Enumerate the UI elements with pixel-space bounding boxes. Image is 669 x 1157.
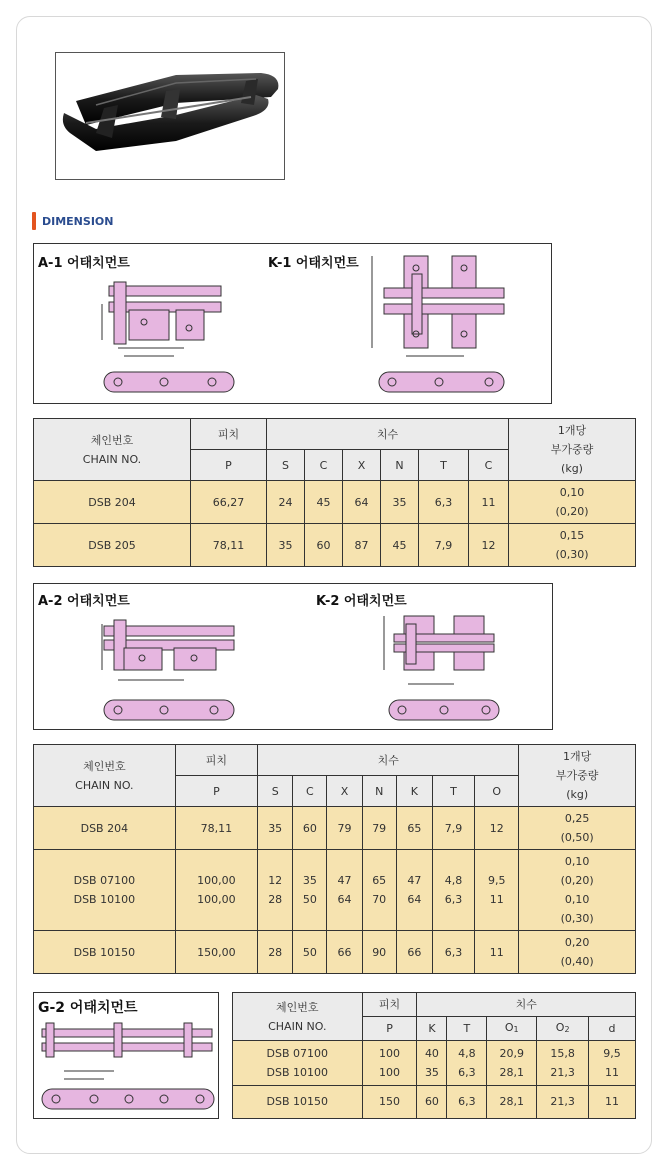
dim-x: 47 [337, 874, 352, 887]
pitch-value: 78,11 [191, 524, 267, 567]
table1-sub-x: X [343, 450, 381, 481]
diagram-label-a1: A-1 어태치먼트 [38, 256, 130, 271]
table2-header-weight3: (kg) [566, 788, 589, 801]
spec-table-3 [232, 992, 636, 1119]
table1-sub-s: S [267, 450, 305, 481]
pitch-value: 100,00 [197, 874, 236, 887]
dim-o1: 20,9 [499, 1047, 524, 1061]
chain-no: DSB 10150 [34, 931, 176, 974]
dim-t: 4,8 [458, 1047, 476, 1061]
table2-sub-c: C [293, 776, 327, 807]
dim-k: 66 [396, 931, 432, 974]
section-marker-icon [32, 212, 36, 230]
table2-sub-n: N [362, 776, 396, 807]
dim-o2: 21,3 [550, 1066, 575, 1080]
table-row [34, 481, 636, 524]
weight-value-alt: (0,20) [555, 505, 589, 518]
table-row [233, 1041, 636, 1085]
table2-header-dims: 치수 [258, 745, 519, 776]
dim-d: 11 [605, 1066, 620, 1080]
dim-o2: 21,3 [537, 1085, 589, 1118]
attachment-drawing-2 [34, 584, 554, 731]
dim-d: 9,5 [603, 1047, 621, 1061]
dim-c: 45 [305, 481, 343, 524]
dim-x: 66 [327, 931, 362, 974]
dim-x: 79 [327, 807, 362, 850]
dim-t: 6,3 [458, 1066, 476, 1080]
dim-t: 6,3 [444, 893, 463, 906]
table1-header-dims: 치수 [267, 419, 509, 450]
weight-value-alt: (0,40) [560, 955, 594, 968]
pitch-value: 150,00 [175, 931, 257, 974]
dim-s: 28 [268, 893, 283, 906]
table3-sub-o1: O1 [487, 1017, 537, 1041]
section-title-text: DIMENSION [42, 214, 114, 228]
pitch-value: 100 [379, 1066, 401, 1080]
table1-header-pitch: 피치 [191, 419, 267, 450]
dim-s: 24 [267, 481, 305, 524]
weight-value-alt: (0,30) [560, 912, 594, 925]
product-photo [55, 52, 285, 180]
table2-header-weight2: 부가중량 [555, 769, 599, 782]
weight-value: 0,10 [564, 893, 590, 906]
dim-o: 9,5 [488, 874, 506, 887]
chain-no: DSB 07100 [266, 1047, 329, 1061]
table1-sub-t: T [419, 450, 469, 481]
dim-c2: 12 [469, 524, 509, 567]
pitch-value: 100,00 [197, 893, 236, 906]
dim-s: 35 [258, 807, 293, 850]
weight-value: 0,10 [559, 486, 585, 499]
pitch-value: 100 [379, 1047, 401, 1061]
section-title [32, 212, 113, 230]
dim-t: 6,3 [432, 931, 474, 974]
table3-sub-d: d [589, 1017, 636, 1041]
diagram-label-k2: K-2 어태치먼트 [316, 594, 407, 609]
chain-no: DSB 10100 [266, 1066, 329, 1080]
dim-k: 35 [424, 1066, 439, 1080]
dim-o1: 28,1 [487, 1085, 537, 1118]
table2-header-weight1: 1개당 [563, 750, 592, 763]
table2-sub-s: S [258, 776, 293, 807]
table2-sub-x: X [327, 776, 362, 807]
pitch-value: 150 [362, 1085, 417, 1118]
table1-header-chain-ko: 체인번호 [90, 433, 134, 447]
dim-k: 60 [417, 1085, 447, 1118]
dim-k: 64 [407, 893, 422, 906]
chain-no: DSB 07100 [73, 874, 136, 887]
dim-k: 47 [407, 874, 422, 887]
dim-c: 50 [302, 893, 317, 906]
table-row [34, 850, 636, 931]
table2-sub-t: T [432, 776, 474, 807]
table1-sub-c2: C [469, 450, 509, 481]
dim-c: 60 [293, 807, 327, 850]
dim-n: 70 [372, 893, 387, 906]
diagram-label-a2: A-2 어태치먼트 [38, 594, 130, 609]
table-row [233, 1085, 636, 1118]
table-row [34, 524, 636, 567]
dim-x: 64 [337, 893, 352, 906]
dim-n: 45 [381, 524, 419, 567]
pitch-value: 78,11 [175, 807, 257, 850]
chain-no: DSB 204 [34, 807, 176, 850]
dim-s: 35 [267, 524, 305, 567]
attachment-drawing-3 [34, 993, 220, 1120]
dim-c: 35 [302, 874, 317, 887]
table2-header-chain-en: CHAIN NO. [75, 778, 134, 792]
table3-header-chain-en: CHAIN NO. [268, 1019, 327, 1033]
spec-table-2 [33, 744, 636, 974]
table1-header-weight3: (kg) [561, 462, 583, 475]
weight-value: 0,20 [564, 936, 590, 949]
table1-header-weight1: 1개당 [557, 424, 587, 437]
diagram-label-g2: G-2 어태치먼트 [38, 1000, 138, 1016]
dim-c: 50 [293, 931, 327, 974]
diagram-g2 [33, 992, 219, 1119]
weight-value: 0,15 [559, 529, 585, 542]
table3-sub-o2: O2 [537, 1017, 589, 1041]
table-row [34, 931, 636, 974]
table3-header-chain-ko: 체인번호 [276, 1000, 319, 1014]
table2-header-pitch: 피치 [175, 745, 257, 776]
chain-no: DSB 10100 [73, 893, 136, 906]
chain-no: DSB 205 [34, 524, 191, 567]
weight-value-alt: (0,20) [560, 874, 594, 887]
dim-x: 64 [343, 481, 381, 524]
table2-sub-p: P [175, 776, 257, 807]
dim-c2: 11 [469, 481, 509, 524]
table2-header-chain-ko: 체인번호 [83, 759, 126, 773]
dim-o: 11 [475, 931, 519, 974]
attachment-drawing-1 [34, 244, 553, 405]
dim-t: 6,3 [419, 481, 469, 524]
dim-t: 6,3 [447, 1085, 487, 1118]
dim-k: 65 [396, 807, 432, 850]
diagram-a1-k1 [33, 243, 552, 404]
dim-n: 90 [362, 931, 396, 974]
table3-sub-p: P [362, 1017, 417, 1041]
weight-value: 0,25 [564, 812, 590, 825]
diagram-label-k1: K-1 어태치먼트 [268, 256, 359, 271]
table1-header-chain-en: CHAIN NO. [82, 452, 142, 466]
dim-t: 7,9 [432, 807, 474, 850]
chain-no: DSB 10150 [233, 1085, 363, 1118]
table1-header-weight2: 부가중량 [550, 443, 594, 456]
dim-t: 4,8 [444, 874, 463, 887]
dim-t: 7,9 [419, 524, 469, 567]
table2-sub-o: O [475, 776, 519, 807]
table3-header-pitch: 피치 [362, 993, 417, 1017]
table1-sub-c: C [305, 450, 343, 481]
pitch-value: 66,27 [191, 481, 267, 524]
dim-n: 35 [381, 481, 419, 524]
table2-sub-k: K [396, 776, 432, 807]
table3-sub-k: K [417, 1017, 447, 1041]
dim-s: 12 [268, 874, 283, 887]
weight-value: 0,10 [564, 855, 590, 868]
dim-o: 11 [489, 893, 504, 906]
table3-header-dims: 치수 [417, 993, 636, 1017]
table-row [34, 807, 636, 850]
dim-d: 11 [589, 1085, 636, 1118]
chain-image [56, 53, 285, 180]
table1-sub-p: P [191, 450, 267, 481]
dim-o: 12 [475, 807, 519, 850]
chain-no: DSB 204 [34, 481, 191, 524]
spec-table-1 [33, 418, 636, 567]
diagram-a2-k2 [33, 583, 553, 730]
dim-k: 40 [424, 1047, 439, 1061]
weight-value-alt: (0,50) [560, 831, 594, 844]
dim-n: 79 [362, 807, 396, 850]
dim-n: 65 [372, 874, 387, 887]
table3-sub-t: T [447, 1017, 487, 1041]
dim-o1: 28,1 [499, 1066, 524, 1080]
dim-x: 87 [343, 524, 381, 567]
dim-c: 60 [305, 524, 343, 567]
weight-value-alt: (0,30) [555, 548, 589, 561]
dim-s: 28 [258, 931, 293, 974]
dim-o2: 15,8 [550, 1047, 575, 1061]
table1-sub-n: N [381, 450, 419, 481]
